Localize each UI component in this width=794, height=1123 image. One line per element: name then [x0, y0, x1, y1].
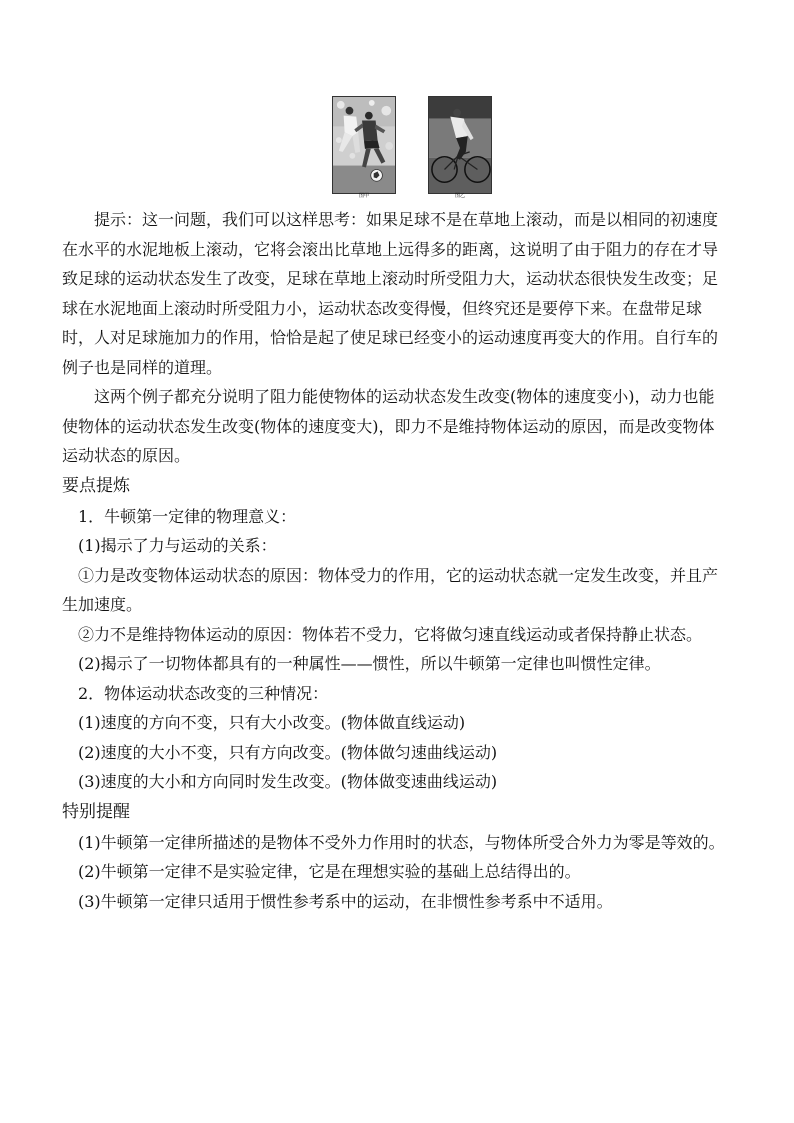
list-item: (1)牛顿第一定律所描述的是物体不受外力作用时的状态，与物体所受合外力为零是等效的。: [78, 832, 725, 852]
list-item: (1)揭示了力与运动的关系：: [78, 536, 277, 555]
football-players-photo: [332, 96, 396, 194]
figure-row: [0, 96, 794, 200]
list-item: (2)速度的大小不变，只有方向改变。(物体做匀速曲线运动): [78, 742, 498, 762]
list-item: ①力是改变物体运动状态的原因：物体受力的作用，它的运动状态就一定发生改变，并且产生加速度。: [62, 565, 719, 614]
summary-paragraph: 这两个例子都充分说明了阻力能使物体的运动状态发生改变(物体的速度变小)，动力也能使物体的运动状态发生改变(物体的速度变大)，即力不是维持物体运动的原因，而是改变物体运动状态的原因。: [62, 387, 715, 465]
section-heading-special-reminder: 特别提醒: [62, 801, 130, 822]
list-item: (1)速度的方向不变，只有大小改变。(物体做直线运动): [78, 713, 466, 732]
list-item: (3)速度的大小和方向同时发生改变。(物体做变速曲线运动): [78, 772, 498, 791]
cyclist-photo: [428, 96, 492, 194]
list-item: 2．物体运动状态改变的三种情况：: [78, 683, 329, 703]
list-item: ②力不是维持物体运动的原因：物体若不受力，它将做匀速直线运动或者保持静止状态。: [78, 624, 703, 644]
list-item: 1．牛顿第一定律的物理意义：: [78, 506, 297, 526]
section-heading-key-points: 要点提炼: [62, 475, 130, 496]
page-body: [62, 205, 726, 916]
list-item: (3)牛顿第一定律只适用于惯性参考系中的运动，在非惯性参考系中不适用。: [78, 891, 613, 911]
figure-caption: 图乙: [454, 193, 465, 199]
figure-caption: 图甲: [358, 193, 369, 199]
hint-paragraph: 提示：这一问题，我们可以这样思考：如果足球不是在草地上滚动，而是以相同的初速度在水平的水泥地板上滚动，它将会滚出比草地上远得多的距离，这说明了由于阻力的存在才导致足球的运动状态发生了改变，足球在草地上滚动时所受阻力大，运动状态很快发生改变；足球在水泥地面上滚动时所受阻力小，运动状态改变得慢，但终究还是要停下来。在盘带足球时，人对足球施加力的作用，恰恰是起了使足球已经变小的运动速度再变大的作用。自行车的例子也是同样的道理。: [62, 210, 719, 377]
list-item: (2)揭示了一切物体都具有的一种属性——惯性，所以牛顿第一定律也叫惯性定律。: [78, 654, 661, 673]
list-item: (2)牛顿第一定律不是实验定律，它是在理想实验的基础上总结得出的。: [78, 862, 581, 881]
figure-football: [332, 96, 396, 200]
figure-cyclist: [428, 96, 492, 200]
